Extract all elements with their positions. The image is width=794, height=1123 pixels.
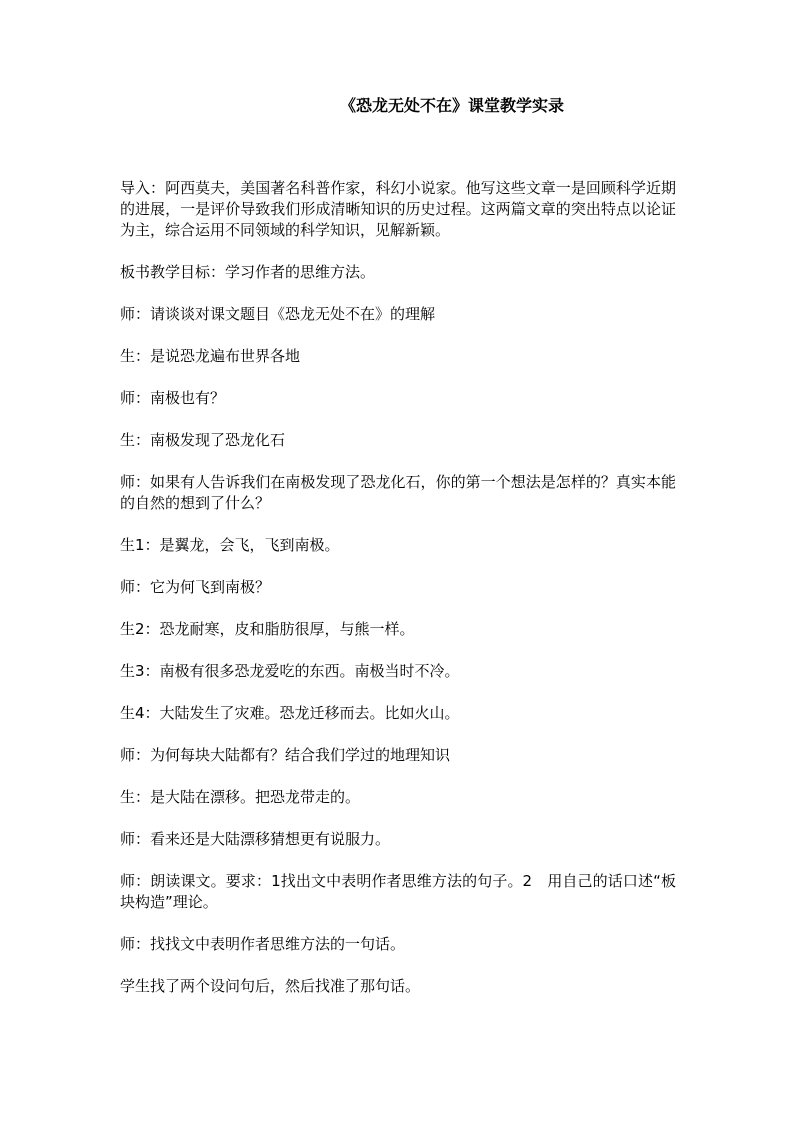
paragraph-dialogue: 师：它为何飞到南极？ bbox=[120, 578, 271, 596]
paragraph-dialogue: 生4：大陆发生了灾难。恐龙迁移而去。比如火山。 bbox=[120, 704, 460, 722]
paragraph-narration: 学生找了两个设问句后，然后找准了那句话。 bbox=[120, 977, 421, 995]
paragraph-dialogue: 师：请谈谈对课文题目《恐龙无处不在》的理解 bbox=[120, 305, 436, 323]
paragraph-dialogue: 生1：是翼龙，会飞，飞到南极。 bbox=[120, 536, 340, 554]
paragraph-dialogue: 生：南极发现了恐龙化石 bbox=[120, 431, 286, 449]
paragraph-intro: 导入：阿西莫夫，美国著名科普作家，科幻小说家。他写这些文章一是回顾科学近期的进展，一是评价导致我们形成清晰知识的历史过程。这两篇文章的突出特点以论证为主，综合运用不同领域的科学知识，见解新颖。 bbox=[120, 179, 676, 239]
paragraph-dialogue: 师：找找文中表明作者思维方法的一句话。 bbox=[120, 935, 406, 953]
paragraph-dialogue: 生：是大陆在漂移。把恐龙带走的。 bbox=[120, 788, 361, 806]
paragraph-dialogue: 生3：南极有很多恐龙爱吃的东西。南极当时不冷。 bbox=[120, 662, 460, 680]
paragraph-dialogue: 师：朗读课文。要求：1找出文中表明作者思维方法的句子。2 用自己的话口述“板块构造”理论。 bbox=[120, 872, 676, 911]
paragraph-dialogue: 师：南极也有？ bbox=[120, 389, 226, 407]
paragraph-dialogue: 师：看来还是大陆漂移猜想更有说服力。 bbox=[120, 830, 391, 848]
document-body bbox=[120, 178, 676, 1018]
paragraph-dialogue: 生：是说恐龙遍布世界各地 bbox=[120, 347, 301, 365]
paragraph-dialogue: 生2：恐龙耐寒，皮和脂肪很厚，与熊一样。 bbox=[120, 620, 415, 638]
paragraph-dialogue: 师：如果有人告诉我们在南极发现了恐龙化石，你的第一个想法是怎样的？真实本能的自然的想到了什么？ bbox=[120, 473, 676, 512]
paragraph-dialogue: 师：为何每块大陆都有？结合我们学过的地理知识 bbox=[120, 746, 451, 764]
document-title: 《恐龙无处不在》课堂教学实录 bbox=[340, 96, 565, 115]
paragraph-objective: 板书教学目标：学习作者的思维方法。 bbox=[120, 263, 376, 281]
